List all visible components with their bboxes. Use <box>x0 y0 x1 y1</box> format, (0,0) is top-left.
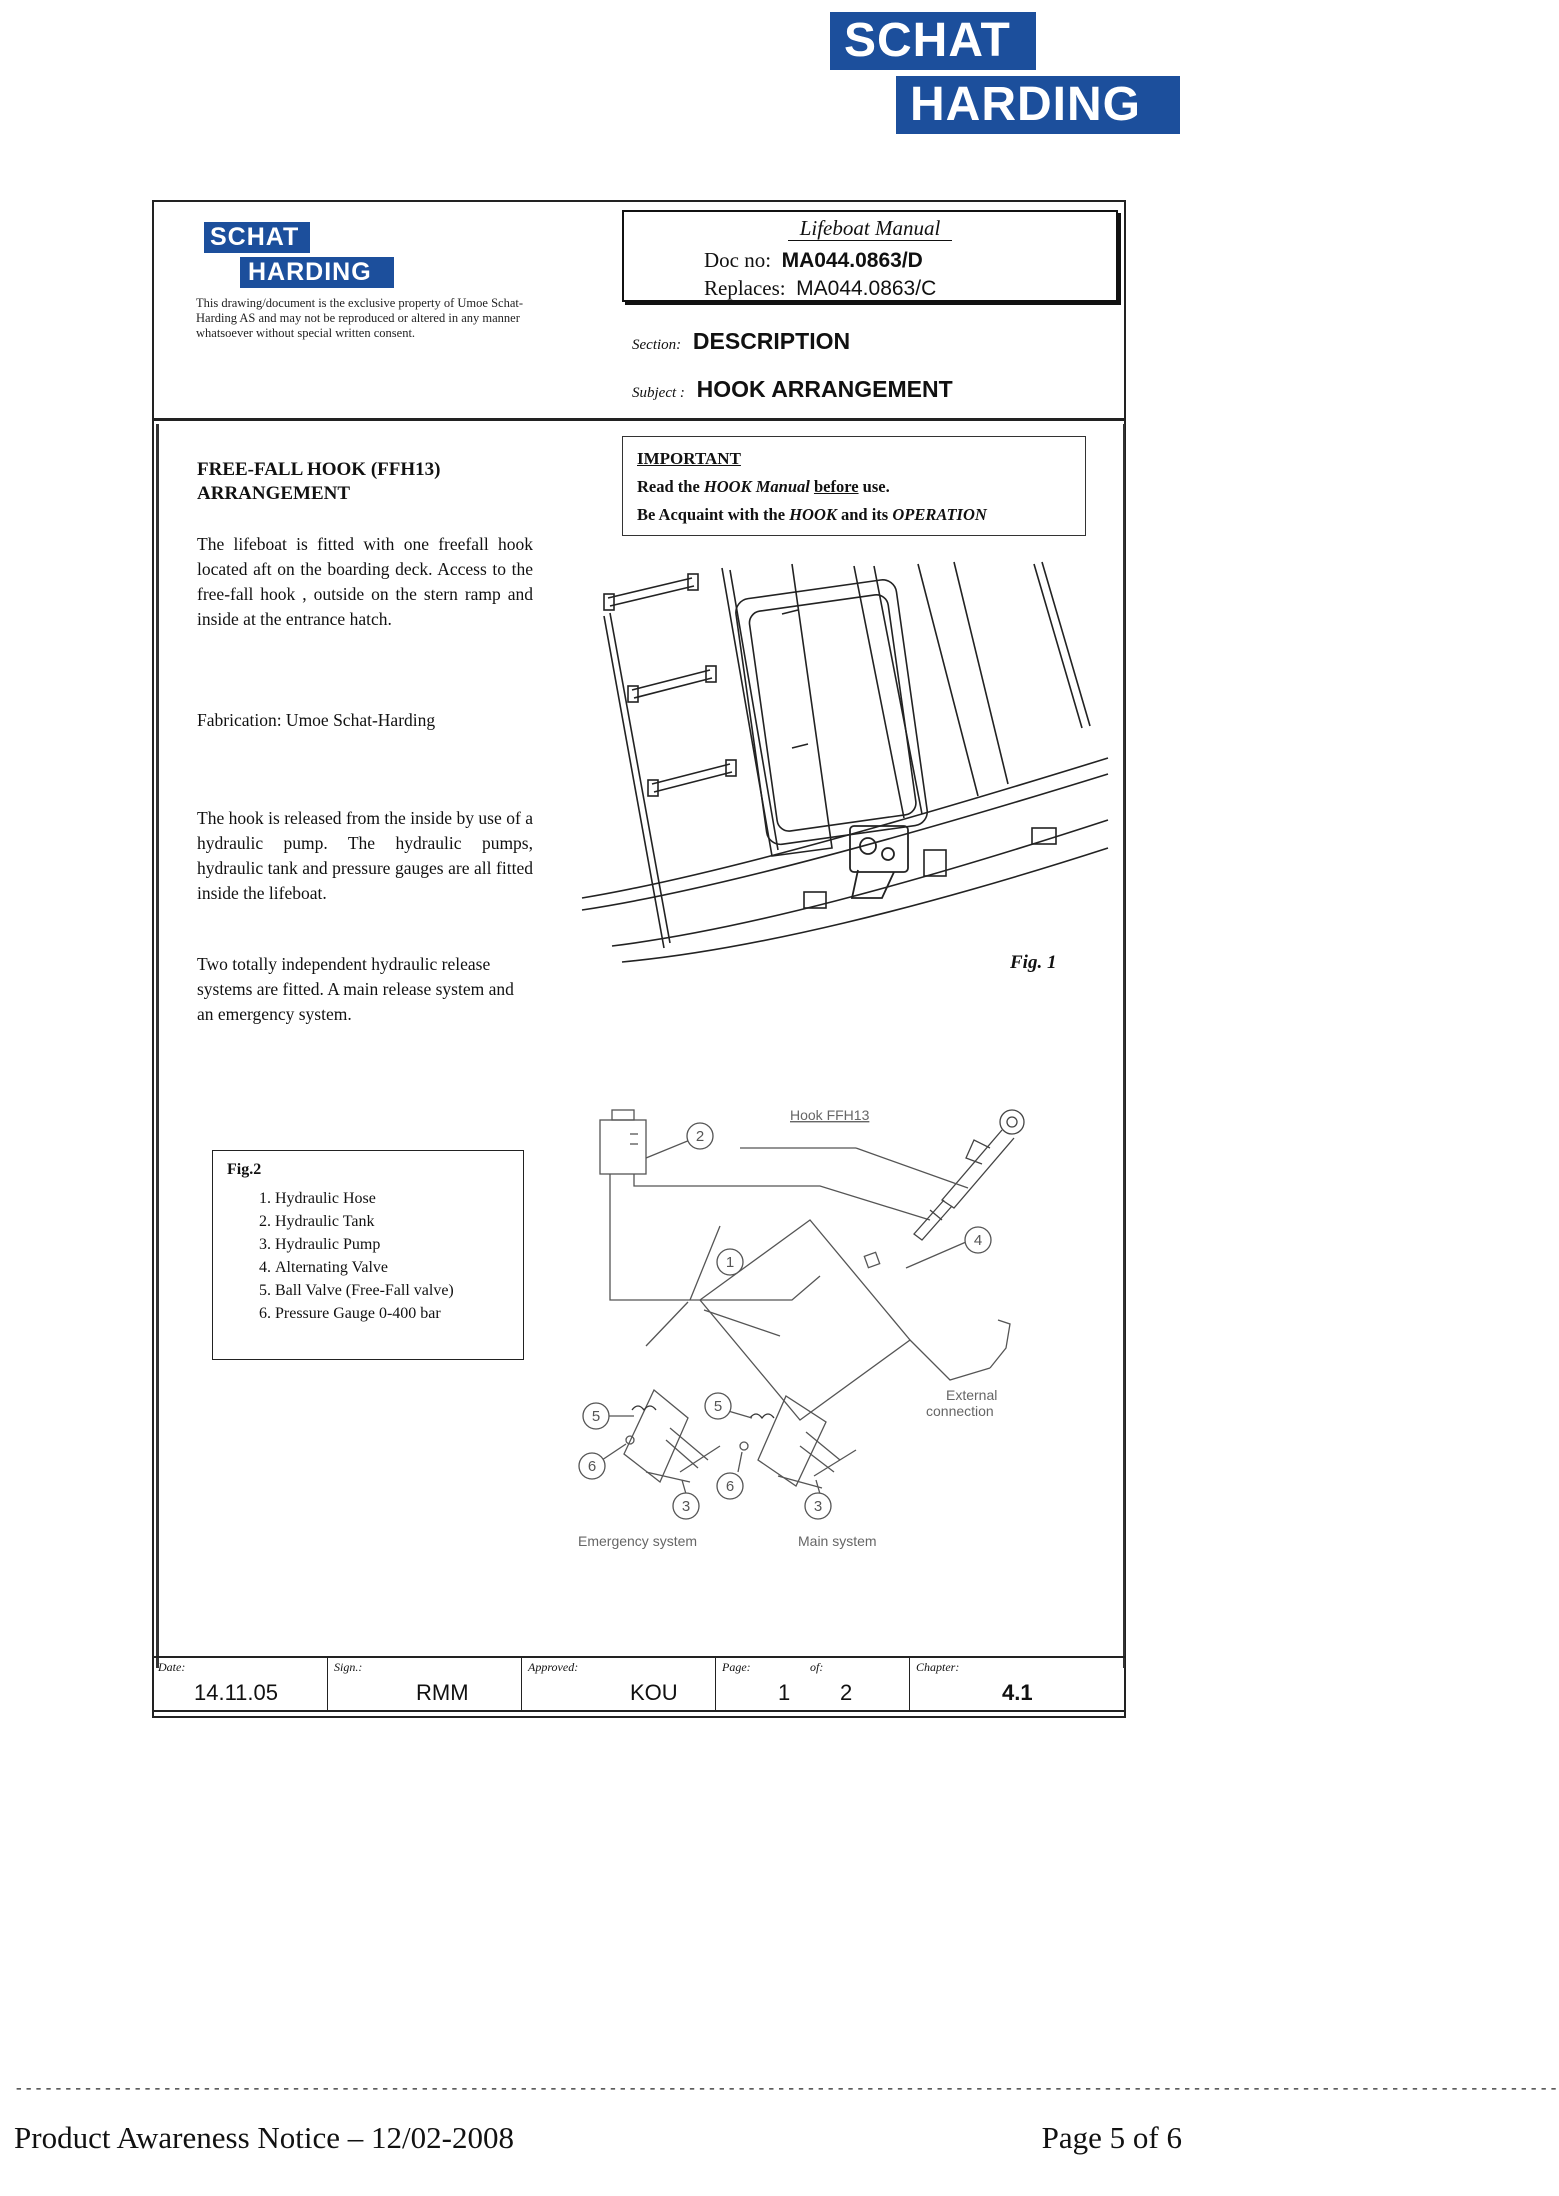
doc-footer-table <box>152 1656 1126 1712</box>
brand-logo-line2: HARDING <box>896 76 1180 134</box>
subject-line <box>632 376 953 403</box>
main-pump-icon <box>758 1396 856 1488</box>
fig1-label: Fig. 1 <box>1010 952 1057 973</box>
page-title <box>197 458 557 506</box>
important-line1-d: before <box>813 477 859 496</box>
callout-5-emergency: 5 <box>591 1408 601 1425</box>
railing-left-icon <box>604 574 736 948</box>
external-label-line2: connection <box>926 1403 994 1419</box>
callout-1: 1 <box>725 1254 735 1271</box>
of-value: 2 <box>840 1680 853 1705</box>
legend-title: Fig.2 <box>227 1161 262 1178</box>
callout-3-emergency: 3 <box>681 1498 691 1515</box>
footer-divider: ------------------------------------------------------------------------------------------------------------------------------------------------------------ <box>14 2080 1559 2098</box>
list-item: 2. Hydraulic Tank <box>275 1210 509 1233</box>
page-label: Page: <box>722 1660 751 1674</box>
external-label-line1: External <box>946 1387 998 1403</box>
frame-right-rule <box>1123 424 1125 1668</box>
approved-label: Approved: <box>528 1660 579 1674</box>
subject-label: Subject : <box>632 385 685 401</box>
doc-no-label: Doc no: <box>704 248 772 272</box>
important-line2 <box>637 501 1071 529</box>
callout-6-emergency: 6 <box>587 1458 597 1475</box>
chapter-label: Chapter: <box>916 1660 960 1674</box>
hydraulic-tank-icon <box>600 1110 646 1174</box>
fig2-legend <box>212 1150 524 1360</box>
page-title-line1: FREE-FALL HOOK (FFH13) <box>197 459 441 480</box>
sign-value: RMM <box>416 1680 469 1705</box>
replaces-value: MA044.0863/C <box>796 277 937 300</box>
doc-logo <box>204 222 394 288</box>
header-divider <box>152 418 1126 421</box>
emergency-system-label: Emergency system <box>578 1533 698 1549</box>
main-system-label: Main system <box>798 1533 877 1549</box>
callout-3-main: 3 <box>813 1498 823 1515</box>
important-line1-e: use. <box>858 477 890 496</box>
important-line1 <box>637 473 1071 501</box>
paragraph-systems: Two totally independent hydraulic release systems are fitted. A main release system and an emergency system. <box>197 954 514 1024</box>
subject-value: HOOK ARRANGEMENT <box>696 376 953 402</box>
legend-list <box>227 1187 509 1325</box>
callout-6-main: 6 <box>725 1478 735 1495</box>
paragraph-fabrication: Fabrication: Umoe Schat-Harding <box>197 710 436 730</box>
important-title: IMPORTANT <box>637 449 741 468</box>
list-item: 4. Alternating Valve <box>275 1256 509 1279</box>
important-line2-b: HOOK <box>789 505 837 524</box>
footer-notice: Product Awareness Notice – 12/02-2008 <box>14 2120 514 2155</box>
doc-logo-line2: HARDING <box>240 257 394 288</box>
doc-no-value: MA044.0863/D <box>781 249 923 272</box>
fig2-hydraulic-schematic <box>570 1100 1090 1560</box>
manual-info-box <box>622 210 1118 302</box>
important-notice <box>622 436 1086 536</box>
paragraph-release: The hook is released from the inside by use of a hydraulic pump. The hydraulic pumps, hydraulic tank and pressure gauges are all fitted inside the lifeboat. <box>197 808 533 903</box>
entrance-hatch-icon <box>722 564 929 856</box>
important-line1-b: HOOK Manual <box>703 477 810 496</box>
approved-cell <box>522 1658 716 1710</box>
manual-title: Lifeboat Manual <box>788 216 953 241</box>
page-value: 1 <box>778 1680 791 1705</box>
important-line2-c: and its <box>836 505 893 524</box>
callout-2: 2 <box>695 1128 705 1145</box>
page-title-line2: ARRANGEMENT <box>197 483 351 504</box>
date-value: 14.11.05 <box>194 1680 279 1705</box>
section-line <box>632 328 850 355</box>
callout-5-main: 5 <box>713 1398 723 1415</box>
callout-4: 4 <box>973 1232 983 1249</box>
of-label: of: <box>810 1660 824 1674</box>
section-value: DESCRIPTION <box>692 328 851 354</box>
chapter-value: 4.1 <box>1002 1680 1033 1705</box>
free-fall-hook-icon <box>850 826 908 898</box>
replaces-label: Replaces: <box>704 276 786 300</box>
brand-logo <box>830 12 1180 132</box>
sign-label: Sign.: <box>334 1660 363 1674</box>
section-label: Section: <box>632 337 682 353</box>
hook-label: Hook FFH13 <box>790 1107 870 1123</box>
page-cell <box>716 1658 910 1710</box>
list-item: 5. Ball Valve (Free-Fall valve) <box>275 1279 509 1302</box>
brand-logo-line1: SCHAT <box>830 12 1036 70</box>
list-item: 1. Hydraulic Hose <box>275 1187 509 1210</box>
footer-page-number: Page 5 of 6 <box>1041 2120 1182 2155</box>
fig1-hook-location-drawing <box>582 558 1108 982</box>
approved-value: KOU <box>630 1680 678 1705</box>
date-label: Date: <box>158 1660 186 1674</box>
list-item: 6. Pressure Gauge 0-400 bar <box>275 1302 509 1325</box>
date-cell <box>152 1658 328 1710</box>
sign-cell <box>328 1658 522 1710</box>
list-item: 3. Hydraulic Pump <box>275 1233 509 1256</box>
important-line2-a: Be Acquaint with the <box>637 505 790 524</box>
frame-left-rule <box>156 424 159 1668</box>
paragraph-location: The lifeboat is fitted with one freefall hook located aft on the boarding deck. Access to the free-fall hook , outside on the stern ramp and inside at the entrance hatch. <box>197 534 533 629</box>
doc-logo-line1: SCHAT <box>204 222 310 253</box>
important-line2-d: OPERATION <box>892 505 987 524</box>
chapter-cell <box>910 1658 1122 1710</box>
important-line1-a: Read the <box>637 477 704 496</box>
ownership-disclaimer: This drawing/document is the exclusive property of Umoe Schat-Harding AS and may not be reproduced or altered in any manner whatsoever without special written consent. <box>196 296 524 340</box>
